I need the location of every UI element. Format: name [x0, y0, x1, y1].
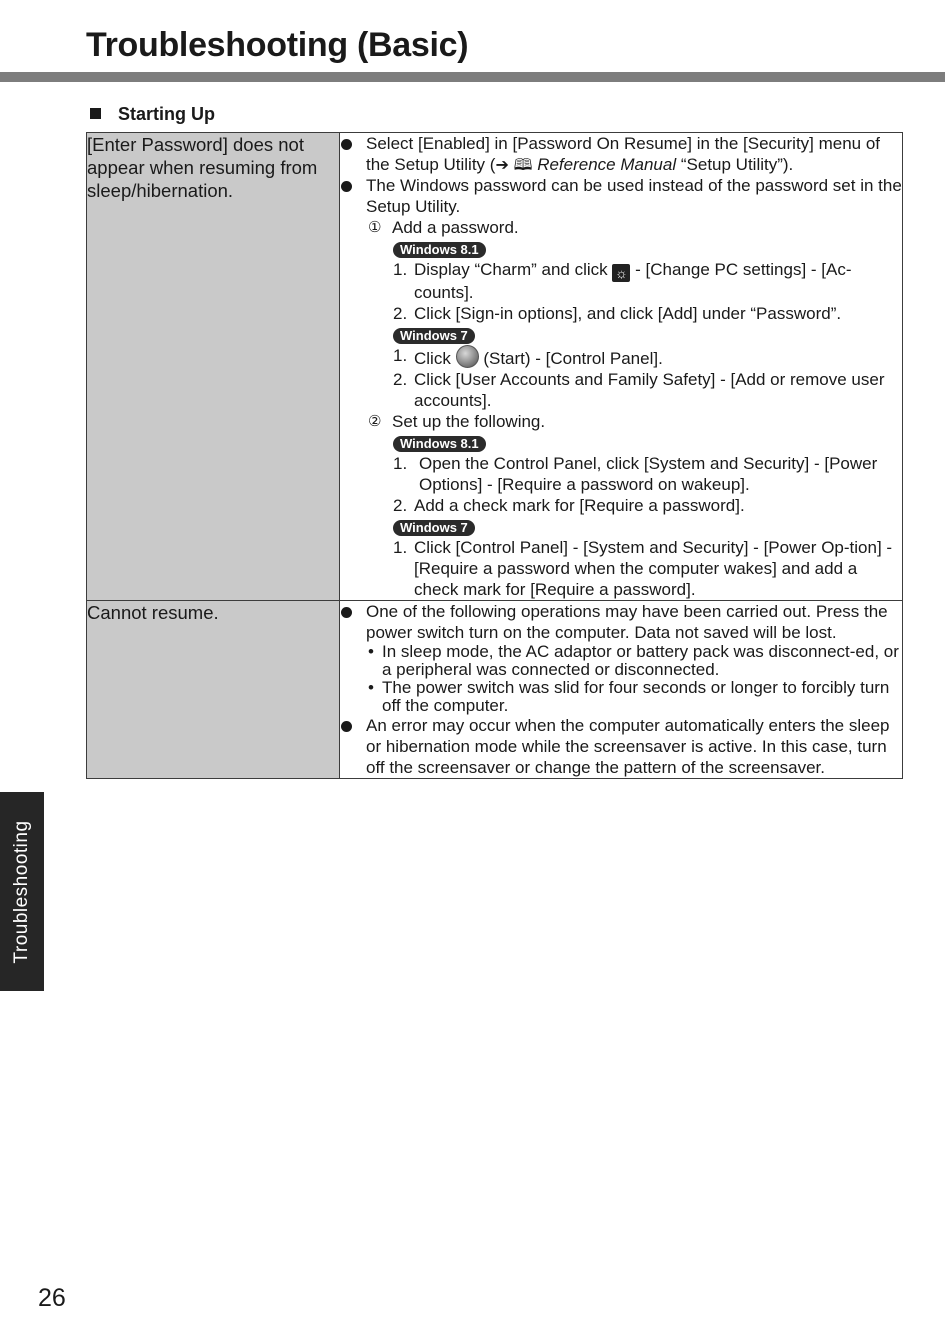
- page-number: 26: [38, 1284, 66, 1312]
- item-text: Click [Sign-in options], and click [Add] under “Password”.: [414, 304, 842, 323]
- item-number: 2.: [393, 496, 408, 515]
- problem-cell: [Enter Password] does not appear when resuming from sleep/hibernation.: [87, 133, 340, 601]
- item-text: Click [Control Panel] - [System and Security] - [Power Op-tion] - [Require a password when the computer wakes] and add a check mark for [Require a password].: [414, 538, 893, 599]
- item-text: Display “Charm” and click: [414, 260, 608, 279]
- solution-cell: [340, 601, 903, 779]
- windows-8-1-badge: Windows 8.1: [393, 242, 486, 258]
- item-text: Click [User Accounts and Family Safety] - [Add or remove user accounts].: [414, 370, 885, 410]
- sub-item-text: In sleep mode, the AC adaptor or battery pack was disconnect-ed, or a peripheral was connected or disconnected.: [382, 642, 899, 679]
- side-tab: [0, 792, 44, 991]
- numbered-item: [340, 495, 902, 516]
- solution-cell: [340, 133, 903, 601]
- troubleshooting-table: [86, 132, 903, 779]
- numbered-item: [340, 369, 902, 411]
- sub-item-text: The power switch was slid for four seconds or longer to forcibly turn off the computer.: [382, 678, 890, 715]
- circled-two-icon: ②: [368, 412, 382, 430]
- item-text: - [Change PC settings] - [Ac-counts].: [414, 260, 852, 302]
- step-text: Add a password.: [392, 218, 519, 237]
- item-number: 2.: [393, 370, 408, 389]
- title-rule: [0, 72, 945, 82]
- sub-list-item: [340, 679, 902, 715]
- solution-text: “Setup Utility”).: [680, 155, 794, 174]
- step-item: [340, 411, 902, 432]
- numbered-item: [340, 537, 902, 600]
- table-row: [87, 601, 903, 779]
- step-item: [340, 217, 902, 238]
- list-item: The Windows password can be used instead of the password set in the Setup Utility.: [340, 175, 902, 217]
- item-text: Open the Control Panel, click [System and Security] - [Power Options] - [Require a password on wakeup].: [419, 454, 878, 494]
- bullet-dot-icon: •: [368, 642, 374, 661]
- windows-7-badge: Windows 7: [393, 520, 475, 536]
- circled-one-icon: ①: [368, 218, 382, 236]
- book-icon: 🕮: [513, 155, 533, 174]
- step-text: Set up the following.: [392, 412, 546, 431]
- sub-list-item: [340, 643, 902, 679]
- settings-gear-icon: ☼: [612, 264, 630, 282]
- list-item: An error may occur when the computer automatically enters the sleep or hibernation mode while the screensaver is active. In this case, turn off the screensaver or change the pattern of the screensaver.: [340, 715, 902, 778]
- item-number: 1.: [393, 346, 408, 365]
- table-row: [87, 133, 903, 601]
- windows-start-orb-icon: [456, 345, 479, 368]
- windows-7-badge: Windows 7: [393, 328, 475, 344]
- side-tab-label: Troubleshooting: [11, 820, 32, 964]
- bullet-dot-icon: •: [368, 678, 374, 697]
- numbered-item: [340, 453, 902, 495]
- numbered-item: [340, 259, 902, 303]
- item-text: Click: [414, 349, 451, 368]
- item-number: 1.: [393, 260, 408, 279]
- item-number: 1.: [393, 538, 408, 557]
- square-bullet-icon: [90, 108, 101, 119]
- section-heading: [90, 104, 215, 125]
- arrow-icon: ➔: [495, 155, 509, 174]
- item-number: 1.: [393, 454, 408, 473]
- item-text: (Start) - [Control Panel].: [483, 349, 663, 368]
- list-item: [340, 133, 902, 175]
- item-text: Add a check mark for [Require a password].: [414, 496, 745, 515]
- reference-manual-link: Reference Manual: [537, 155, 677, 174]
- numbered-item: [340, 345, 902, 369]
- page-title: Troubleshooting (Basic): [86, 26, 469, 64]
- windows-8-1-badge: Windows 8.1: [393, 436, 486, 452]
- section-heading-text: Starting Up: [118, 104, 215, 124]
- item-number: 2.: [393, 304, 408, 323]
- list-item: One of the following operations may have been carried out. Press the power switch turn on the computer. Data not saved will be lost.: [340, 601, 902, 643]
- numbered-item: [340, 303, 902, 324]
- problem-cell: Cannot resume.: [87, 601, 340, 779]
- solution-text: Select [Enabled] in [Password On Resume] in the [Security] menu of the Setup Utility (: [366, 134, 881, 174]
